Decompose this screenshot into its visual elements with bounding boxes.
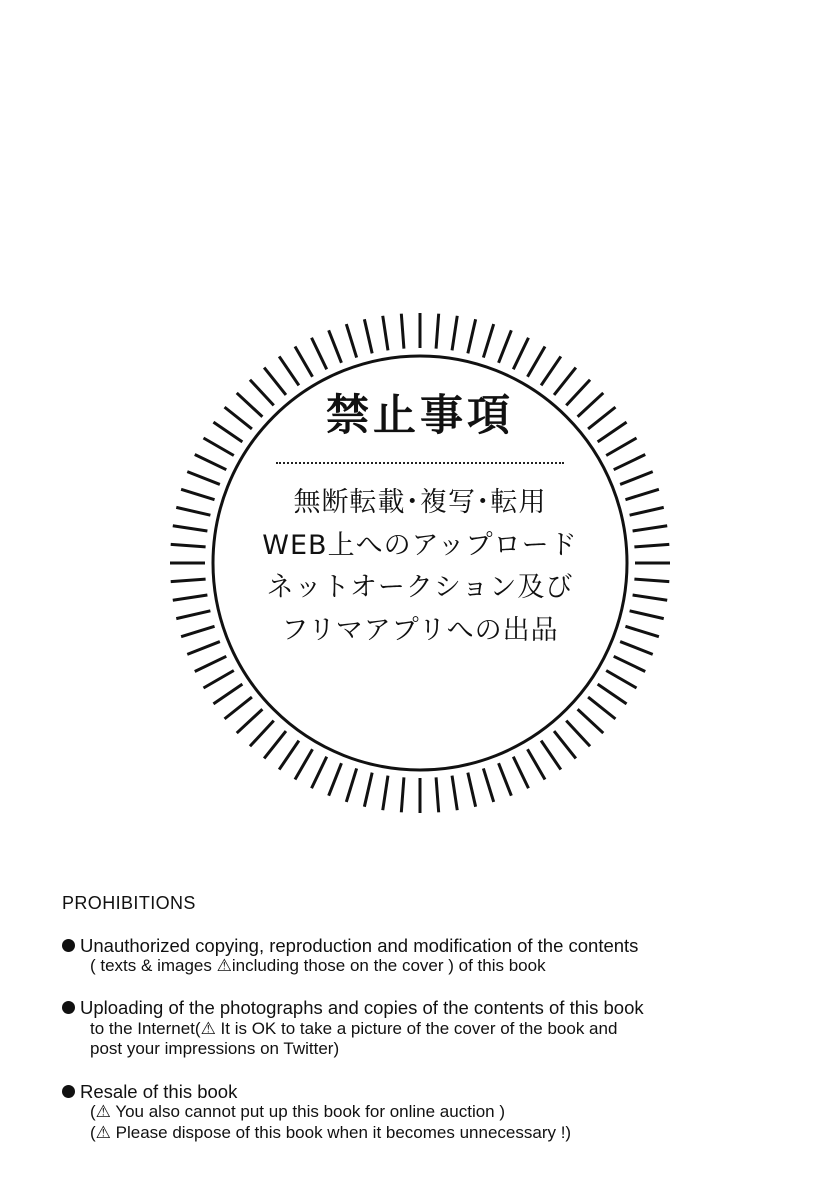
prohibitions-section	[62, 893, 782, 1143]
seal-text-block	[160, 303, 680, 823]
prohibition-item-3-main: Resale of this book	[80, 1080, 238, 1102]
list-item	[62, 997, 782, 1059]
list-item	[62, 935, 782, 977]
prohibition-item-1-sub-1: ( texts & images ⚠including those on the cover ) of this book	[90, 956, 546, 976]
prohibition-item-1-main: Unauthorized copying, reproduction and modification of the contents	[80, 934, 639, 956]
seal-divider	[276, 462, 564, 464]
bullet-icon	[62, 939, 75, 952]
prohibition-item-2-sub-2: post your impressions on Twitter)	[90, 1039, 340, 1059]
bullet-icon	[62, 1085, 75, 1098]
seal-line-1: 無断転載･複写･転用	[293, 487, 547, 518]
prohibition-item-2-sub-1: to the Internet(⚠ It is OK to take a picture of the cover of the book and	[90, 1018, 618, 1038]
prohibition-seal	[160, 303, 680, 823]
prohibitions-heading: PROHIBITIONS	[62, 893, 196, 913]
list-item	[62, 1081, 782, 1143]
seal-line-3: ネットオークション及び	[266, 572, 574, 604]
bullet-icon	[62, 1001, 75, 1014]
seal-line-4: フリマアプリへの出品	[281, 614, 559, 646]
prohibition-item-3-sub-1: (⚠ You also cannot put up this book for online auction )	[90, 1102, 506, 1122]
seal-title: 禁止事項	[326, 391, 514, 441]
prohibition-item-2-main: Uploading of the photographs and copies of the contents of this book	[80, 997, 644, 1019]
seal-line-2: WEB上へのアップロード	[262, 529, 578, 561]
prohibition-item-3-sub-2: (⚠ Please dispose of this book when it becomes unnecessary !)	[90, 1122, 572, 1142]
